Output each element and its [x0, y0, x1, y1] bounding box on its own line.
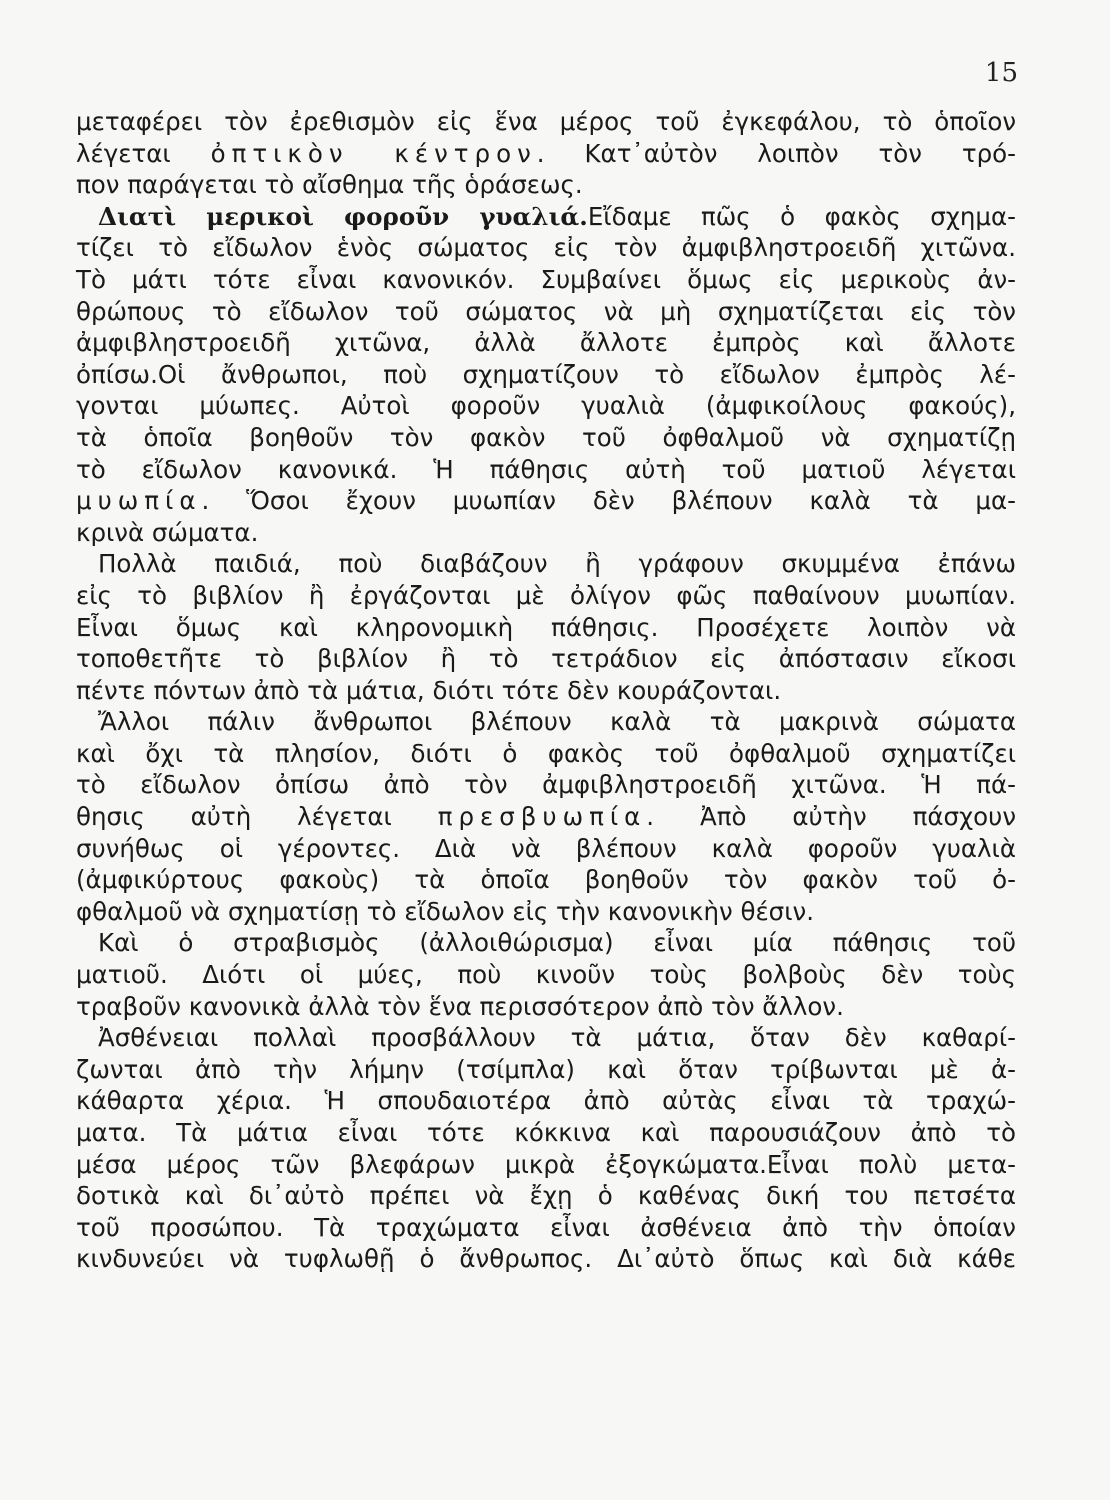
text-segment: . Ὅσοι ἔχουν μυωπίαν δὲν βλέπουν καλὰ τὰ μα- — [201, 486, 1016, 516]
text-segment: Ἀσθένειαι πολλαὶ προσβάλλουν τὰ μάτια, ὅταν δὲν καθαρί- — [98, 1023, 1016, 1053]
text-line — [76, 864, 1016, 896]
text-line — [76, 485, 1016, 517]
text-segment: τὸ εἴδωλον κανονικά. Ἡ πάθησις αὐτὴ τοῦ ματιοῦ λέγεται — [76, 454, 1016, 484]
text-segment: μέσα μέρος τῶν βλεφάρων μικρὰ ἐξογκώματα.Εἶναι πολὺ μετα- — [76, 1149, 1016, 1179]
text-line — [76, 959, 1016, 991]
text-line — [76, 833, 1016, 865]
text-segment: τοῦ προσώπου. Τὰ τραχώματα εἶναι ἀσθένεια ἀπὸ τὴν ὁποίαν — [76, 1212, 1016, 1242]
text-line — [76, 296, 1016, 328]
text-line — [76, 327, 1016, 359]
text-segment: (ἀμφικύρτους φακοὺς) τὰ ὁποῖα βοηθοῦν τὸν φακὸν τοῦ ὀ- — [76, 865, 1016, 895]
text-segment: Καὶ ὁ στραβισμὸς (ἀλλοιθώρισμα) εἶναι μία πάθησις τοῦ — [98, 928, 1016, 958]
text-segment: θρώπους τὸ εἴδωλον τοῦ σώματος νὰ μὴ σχηματίζεται εἰς τὸν — [76, 296, 1016, 326]
text-line — [76, 738, 1016, 770]
text-segment: Τὸ μάτι τότε εἶναι κανονικόν. Συμβαίνει ὅμως εἰς μερικοὺς ἀν- — [76, 264, 1016, 294]
text-segment: ματιοῦ. Διότι οἱ μύες, ποὺ κινοῦν τοὺς βολβοὺς δὲν τοὺς — [76, 960, 1016, 990]
text-segment: συνήθως οἱ γέροντες. Διὰ νὰ βλέπουν καλὰ φοροῦν γυαλιὰ — [76, 833, 1016, 863]
text-segment: τοποθετῆτε τὸ βιβλίον ἢ τὸ τετράδιον εἰς ἀπόστασιν εἴκοσι — [76, 644, 1016, 674]
spaced-term: πρεσβυωπία — [437, 802, 647, 832]
text-line — [76, 169, 1016, 201]
text-line — [76, 1212, 1016, 1244]
text-segment: ὀπίσω.Οἱ ἄνθρωποι, ποὺ σχηματίζουν τὸ εἴδωλον ἐμπρὸς λέ- — [76, 359, 1016, 389]
spaced-term: μυωπία — [76, 486, 202, 516]
text-segment: τὰ ὁποῖα βοηθοῦν τὸν φακὸν τοῦ ὀφθαλμοῦ νὰ σχηματίζῃ — [76, 422, 1016, 452]
text-line — [76, 232, 1016, 264]
text-line — [76, 517, 1016, 549]
text-line — [76, 1117, 1016, 1149]
body-text — [76, 106, 1016, 1275]
text-segment: Εἴδαμε πῶς ὁ φακὸς σχημα- — [587, 201, 1016, 231]
text-line — [76, 264, 1016, 296]
text-segment: μεταφέρει τὸν ἐρεθισμὸν εἰς ἕνα μέρος τοῦ ἐγκεφάλου, τὸ ὁποῖον — [76, 107, 1016, 136]
text-segment: πον παράγεται τὸ αἴσθημα τῆς ὁράσεως. — [76, 170, 583, 200]
text-line — [76, 1149, 1016, 1181]
text-line — [76, 1085, 1016, 1117]
text-line — [76, 643, 1016, 675]
text-segment: τραβοῦν κανονικὰ ἀλλὰ τὸν ἕνα περισσότερον ἀπὸ τὸν ἄλλον. — [76, 991, 844, 1021]
text-segment: πέντε πόντων ἀπὸ τὰ μάτια, διότι τότε δὲν κουράζονται. — [76, 675, 782, 705]
text-segment: φθαλμοῦ νὰ σχηματίσῃ τὸ εἴδωλον εἰς τὴν κανονικὴν θέσιν. — [76, 896, 814, 926]
section-heading: Διατὶ μερικοὶ φοροῦν γυαλιά. — [98, 201, 588, 231]
text-line — [76, 1180, 1016, 1212]
text-segment: ἀμφιβληστροειδῆ χιτῶνα, ἀλλὰ ἄλλοτε ἐμπρὸς καὶ ἄλλοτε — [76, 328, 1016, 358]
text-segment: ζωνται ἀπὸ τὴν λήμην (τσίμπλα) καὶ ὅταν τρίβωνται μὲ ἀ- — [76, 1054, 1016, 1084]
text-line — [76, 927, 1016, 959]
text-segment: καὶ ὄχι τὰ πλησίον, διότι ὁ φακὸς τοῦ ὀφθαλμοῦ σχηματίζει — [76, 738, 1016, 768]
text-segment: . Ἀπὸ αὐτὴν πάσχουν — [646, 802, 1017, 832]
text-line — [76, 1022, 1016, 1054]
text-segment: κινδυνεύει νὰ τυφλωθῇ ὁ ἄνθρωπος. Δι᾿αὐτὸ ὅπως καὶ διὰ κάθε — [76, 1244, 1016, 1274]
text-segment: ματα. Τὰ μάτια εἶναι τότε κόκκινα καὶ παρουσιάζουν ἀπὸ τὸ — [76, 1118, 1016, 1147]
text-line — [76, 201, 1016, 233]
text-segment: εἰς τὸ βιβλίον ἢ ἐργάζονται μὲ ὀλίγον φῶς παθαίνουν μυωπίαν. — [76, 580, 1016, 610]
text-segment: κάθαρτα χέρια. Ἡ σπουδαιοτέρα ἀπὸ αὐτὰς εἶναι τὰ τραχώ- — [76, 1086, 1016, 1116]
text-line — [76, 359, 1016, 391]
text-line — [76, 1054, 1016, 1086]
text-segment: . Κατ᾿αὐτὸν λοιπὸν τὸν τρό- — [536, 138, 1017, 168]
text-segment: γονται μύωπες. Αὐτοὶ φοροῦν γυαλιὰ (ἀμφικοίλους φακούς), — [76, 391, 1016, 421]
text-line — [76, 706, 1016, 738]
text-line — [76, 991, 1016, 1023]
text-line — [76, 138, 1016, 170]
text-line — [76, 106, 1016, 138]
text-line — [76, 548, 1016, 580]
text-line — [76, 390, 1016, 422]
text-segment: τίζει τὸ εἴδωλον ἑνὸς σώματος εἰς τὸν ἀμφιβληστροειδῆ χιτῶνα. — [76, 233, 1016, 263]
text-segment: λέγεται — [76, 138, 211, 168]
text-line — [76, 769, 1016, 801]
text-line — [76, 422, 1016, 454]
text-segment: Ἄλλοι πάλιν ἄνθρωποι βλέπουν καλὰ τὰ μακρινὰ σώματα — [98, 707, 1016, 737]
text-line — [76, 801, 1016, 833]
text-line — [76, 675, 1016, 707]
text-line — [76, 580, 1016, 612]
spaced-term: ὀπτικὸν κέντρον — [210, 138, 537, 168]
text-segment: Εἶναι ὅμως καὶ κληρονομικὴ πάθησις. Προσέχετε λοιπὸν νὰ — [76, 612, 1016, 642]
text-segment: κρινὰ σώματα. — [76, 517, 259, 547]
text-line — [76, 1243, 1016, 1275]
text-segment: τὸ εἴδωλον ὀπίσω ἀπὸ τὸν ἀμφιβληστροειδῆ χιτῶνα. Ἡ πά- — [76, 770, 1016, 800]
page-number: 15 — [984, 58, 1018, 88]
text-segment: θησις αὐτὴ λέγεται — [76, 802, 438, 832]
text-line — [76, 454, 1016, 486]
text-line — [76, 612, 1016, 644]
text-segment: δοτικὰ καὶ δι᾿αὐτὸ πρέπει νὰ ἔχῃ ὁ καθένας δική του πετσέτα — [76, 1181, 1016, 1211]
text-line — [76, 896, 1016, 928]
text-segment: Πολλὰ παιδιά, ποὺ διαβάζουν ἢ γράφουν σκυμμένα ἐπάνω — [98, 549, 1016, 579]
